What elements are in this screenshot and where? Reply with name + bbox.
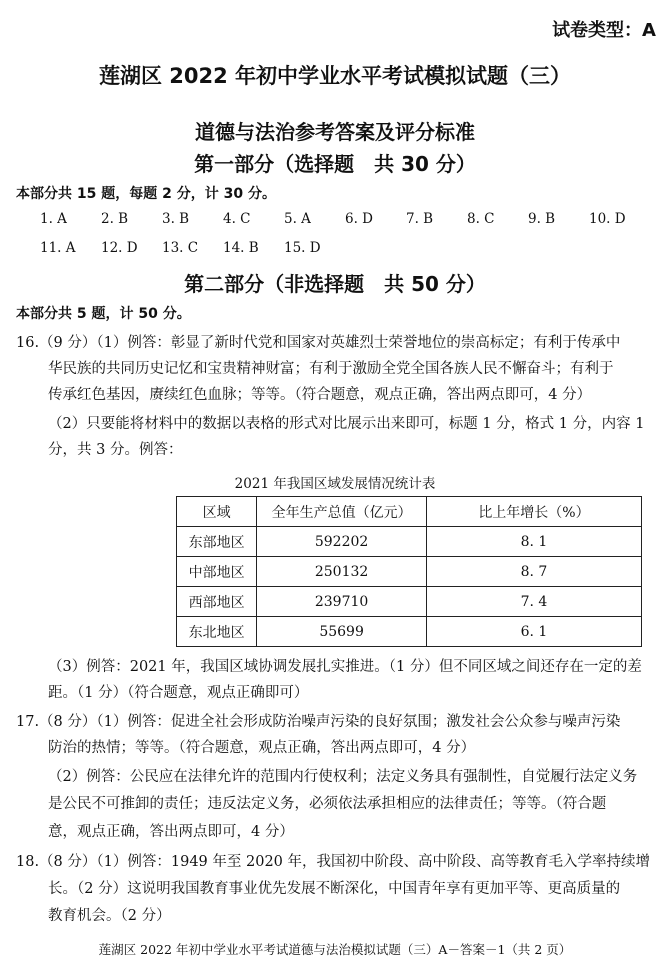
exam-title: 莲湖区 2022 年初中学业水平考试模拟试题（三） (98, 64, 572, 88)
table-header-cell: 比上年增长（%） (426, 497, 641, 527)
table-row (177, 587, 642, 617)
answer-item: 7. B (406, 211, 434, 227)
q18-line-2: 长。（2 分）这说明我国教育事业优先发展不断深化，中国青年享有更加平等、更高质量的 (48, 881, 621, 897)
table-cell: 东部地区 (177, 527, 257, 557)
answer-item: 4. C (223, 211, 251, 227)
table-header-row (177, 497, 642, 527)
table-cell: 7. 4 (426, 587, 641, 617)
answer-item: 10. D (589, 211, 626, 227)
answers-row-2 (40, 240, 650, 256)
paper-type-label: 试卷类型：A (552, 20, 656, 41)
q17-line-3: （2）例答：公民应在法律允许的范围内行使权利；法定义务具有强制性，自觉履行法定义务 (48, 769, 638, 785)
q18-line-3: 教育机会。（2 分） (48, 908, 171, 924)
table-cell: 中部地区 (177, 557, 257, 587)
answer-item: 13. C (162, 240, 199, 256)
table-caption: 2021 年我国区域发展情况统计表 (234, 476, 436, 492)
table-header-cell: 全年生产总值（亿元） (257, 497, 427, 527)
q16-line-1: 16.（9 分）（1）例答：彰显了新时代党和国家对英雄烈士荣誉地位的崇高标定；有利于传承中 (16, 335, 621, 351)
table-row (177, 617, 642, 647)
answer-item: 14. B (223, 240, 259, 256)
q17-line-1: 17.（8 分）（1）例答：促进全社会形成防治噪声污染的良好氛围；激发社会公众参与噪声污染 (16, 714, 621, 730)
q18-line-1: 18.（8 分）（1）例答：1949 年至 2020 年，我国初中阶段、高中阶段、高等教育毛入学率持续增 (16, 854, 650, 870)
answer-item: 5. A (284, 211, 311, 227)
table-cell: 592202 (257, 527, 427, 557)
table-cell: 东北地区 (177, 617, 257, 647)
q17-line-2: 防治的热情；等等。（符合题意，观点正确，答出两点即可，4 分） (48, 740, 476, 756)
answer-item: 12. D (101, 240, 138, 256)
q16-line-5: 分，共 3 分。例答： (48, 442, 183, 458)
table-row (177, 527, 642, 557)
part2-heading: 第二部分（非选择题 共 50 分） (184, 272, 486, 296)
answer-item: 8. C (467, 211, 495, 227)
page-footer: 莲湖区 2022 年初中学业水平考试道德与法治模拟试题（三）A－答案－1（共 2 页） (98, 942, 572, 957)
part1-note: 本部分共 15 题，每题 2 分，计 30 分。 (16, 186, 276, 202)
answer-item: 11. A (40, 240, 76, 256)
region-stats-table (176, 496, 642, 647)
q17-line-4: 是公民不可推卸的责任；违反法定义务，必须依法承担相应的法律责任；等等。（符合题 (48, 796, 607, 812)
q17-line-5: 意，观点正确，答出两点即可，4 分） (48, 824, 294, 840)
table-cell: 55699 (257, 617, 427, 647)
q16-line-7: 距。（1 分）（符合题意，观点正确即可） (48, 685, 309, 701)
answer-item: 1. A (40, 211, 67, 227)
q16-line-2: 华民族的共同历史记忆和宝贵精神财富；有利于激励全党全国各族人民不懈奋斗；有利于 (48, 361, 614, 377)
table-cell: 239710 (257, 587, 427, 617)
table-row (177, 557, 642, 587)
answer-item: 3. B (162, 211, 190, 227)
answer-item: 15. D (284, 240, 321, 256)
answer-item: 9. B (528, 211, 556, 227)
table-cell: 西部地区 (177, 587, 257, 617)
answer-item: 2. B (101, 211, 129, 227)
q16-line-4: （2）只要能将材料中的数据以表格的形式对比展示出来即可，标题 1 分，格式 1 分，内容 1 (48, 416, 645, 432)
table-cell: 8. 7 (426, 557, 641, 587)
q16-line-6: （3）例答：2021 年，我国区域协调发展扎实推进。（1 分）但不同区域之间还存在一定的差 (48, 659, 642, 675)
table-header-cell: 区域 (177, 497, 257, 527)
part2-note: 本部分共 5 题，计 50 分。 (16, 306, 191, 322)
table-cell: 250132 (257, 557, 427, 587)
answer-item: 6. D (345, 211, 373, 227)
part1-heading: 第一部分（选择题 共 30 分） (194, 152, 476, 176)
table-cell: 6. 1 (426, 617, 641, 647)
q16-line-3: 传承红色基因，赓续红色血脉；等等。（符合题意，观点正确，答出两点即可，4 分） (48, 387, 592, 403)
answers-row-1 (40, 211, 650, 227)
answer-key-subtitle: 道德与法治参考答案及评分标准 (195, 120, 475, 144)
table-cell: 8. 1 (426, 527, 641, 557)
